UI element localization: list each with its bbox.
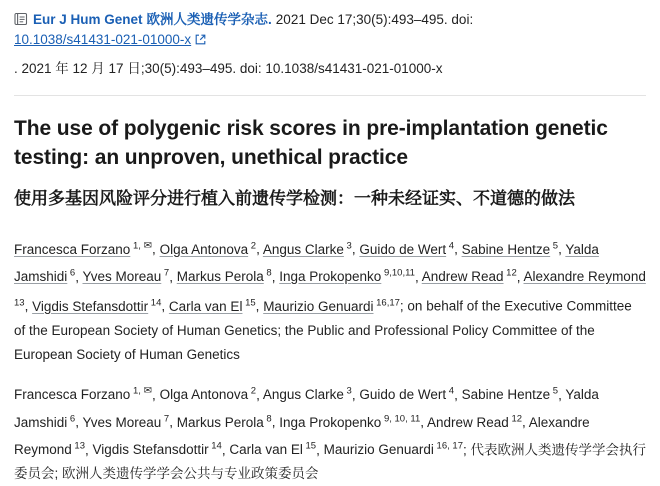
author-entry[interactable] <box>263 242 352 257</box>
author-separator: , <box>169 269 177 284</box>
author-separator: , <box>415 269 422 284</box>
author-affiliation-sup: 14 <box>209 441 222 452</box>
author-affiliation-sup: 5 <box>550 240 558 251</box>
journal-name-en[interactable]: Eur J Hum Genet <box>33 10 143 30</box>
author-entry <box>93 442 222 457</box>
author-name[interactable]: Alexandre Reymond <box>524 269 646 284</box>
author-entry[interactable] <box>160 242 257 257</box>
author-affiliation-sup: 8 <box>264 268 272 279</box>
author-name[interactable]: Sabine Hentze <box>462 242 551 257</box>
author-name: Andrew Read <box>427 415 509 430</box>
author-affiliation-sup: 2 <box>248 240 256 251</box>
author-name: Francesca Forzano <box>14 387 130 402</box>
author-separator: , <box>256 387 263 402</box>
author-list-linked <box>14 234 646 367</box>
author-name[interactable]: Yves Moreau <box>82 269 161 284</box>
author-affiliation-sup: 1, <box>130 386 141 397</box>
author-entry[interactable] <box>422 269 517 284</box>
author-entry <box>160 387 257 402</box>
author-entry <box>324 442 463 457</box>
author-affiliation-sup: 7 <box>161 413 169 424</box>
corresponding-author-mail-icon[interactable]: ✉ <box>141 240 152 251</box>
author-list-plain <box>14 380 646 486</box>
author-entry <box>177 415 272 430</box>
author-separator: , <box>152 387 160 402</box>
author-affiliation-sup: 4 <box>446 240 454 251</box>
journal-citation-text: 2021 Dec 17;30(5):493–495. doi: <box>276 10 473 30</box>
author-entry <box>427 415 522 430</box>
author-separator: , <box>85 442 93 457</box>
author-separator: , <box>272 269 280 284</box>
author-name: Markus Perola <box>177 415 264 430</box>
article-title-en: The use of polygenic risk scores in pre-implantation genetic testing: an unproven, unethical practice <box>14 114 646 172</box>
author-affiliation-sup: 12 <box>504 268 517 279</box>
author-name[interactable]: Guido de Wert <box>359 242 446 257</box>
author-name[interactable]: Vigdis Stefansdottir <box>32 299 148 314</box>
author-affiliation-sup: 8 <box>264 413 272 424</box>
author-separator: , <box>272 415 280 430</box>
author-group-note: ; on behalf of the Executive Committee of the European Society of Human Genetics; the Public and Professional Policy Committee of the European Society of Human Genetics <box>14 299 632 362</box>
author-separator: , <box>256 242 263 257</box>
author-group-note: ; 代表欧洲人类遗传学学会执行委员会; 欧洲人类遗传学学会公共与专业政策委员会 <box>14 442 646 481</box>
author-entry[interactable] <box>32 299 161 314</box>
external-link-icon[interactable] <box>195 31 206 42</box>
author-entry[interactable] <box>462 242 559 257</box>
author-affiliation-sup: 13 <box>14 297 25 308</box>
author-name: Maurizio Genuardi <box>324 442 434 457</box>
author-affiliation-sup: 3 <box>344 386 352 397</box>
author-entry <box>229 442 316 457</box>
author-affiliation-sup: 1, <box>130 240 141 251</box>
author-separator: , <box>558 387 565 402</box>
author-separator: , <box>517 269 524 284</box>
author-entry[interactable] <box>14 242 152 257</box>
article-title-cn: 使用多基因风险评分进行植入前遗传学检测：一种未经证实、不道德的做法 <box>14 186 646 212</box>
author-name[interactable]: Maurizio Genuardi <box>263 299 373 314</box>
author-name[interactable]: Francesca Forzano <box>14 242 130 257</box>
corresponding-author-mail-icon: ✉ <box>141 386 152 397</box>
author-name: Vigdis Stefansdottir <box>93 442 209 457</box>
author-separator: , <box>522 415 529 430</box>
author-entry[interactable] <box>169 299 256 314</box>
author-affiliation-sup: 16,17 <box>374 297 400 308</box>
author-separator: , <box>152 242 160 257</box>
author-name: Yalda Jamshidi <box>14 387 599 430</box>
author-name: Inga Prokopenko <box>279 415 381 430</box>
author-entry <box>263 387 352 402</box>
author-separator: , <box>352 387 360 402</box>
author-affiliation-sup: 2 <box>248 386 256 397</box>
author-affiliation-sup: 13 <box>72 441 85 452</box>
author-separator: , <box>75 415 82 430</box>
author-entry[interactable] <box>359 242 454 257</box>
author-name: Guido de Wert <box>359 387 446 402</box>
author-separator: , <box>454 387 462 402</box>
author-entry[interactable] <box>82 269 169 284</box>
author-entry <box>82 415 169 430</box>
journal-citation-line-cn: . 2021 年 12 月 17 日;30(5):493–495. doi: 10.1038/s41431-021-01000-x <box>14 59 646 79</box>
author-separator: , <box>256 299 264 314</box>
author-separator: , <box>222 442 230 457</box>
author-name: Sabine Hentze <box>462 387 551 402</box>
author-name: Olga Antonova <box>160 387 249 402</box>
author-name[interactable]: Andrew Read <box>422 269 504 284</box>
author-separator: , <box>352 242 360 257</box>
author-affiliation-sup: 4 <box>446 386 454 397</box>
author-affiliation-sup: 9,10,11 <box>381 268 415 279</box>
author-entry[interactable] <box>263 299 400 314</box>
author-name: Yves Moreau <box>82 415 161 430</box>
journal-name-cn[interactable]: 欧洲人类遗传学杂志. <box>147 10 272 30</box>
author-affiliation-sup: 16, 17 <box>434 441 463 452</box>
author-name[interactable]: Carla van El <box>169 299 243 314</box>
author-separator: , <box>161 299 169 314</box>
author-affiliation-sup: 6 <box>67 268 75 279</box>
author-affiliation-sup: 14 <box>148 297 161 308</box>
author-affiliation-sup: 7 <box>161 268 169 279</box>
author-entry[interactable] <box>177 269 272 284</box>
author-separator: , <box>558 242 565 257</box>
author-separator: , <box>420 415 427 430</box>
author-name: Carla van El <box>229 442 303 457</box>
journal-citation-line <box>14 10 646 50</box>
author-entry <box>359 387 454 402</box>
author-name[interactable]: Markus Perola <box>177 269 264 284</box>
author-affiliation-sup: 3 <box>344 240 352 251</box>
author-name[interactable]: Inga Prokopenko <box>279 269 381 284</box>
author-affiliation-sup: 15 <box>242 297 255 308</box>
author-entry <box>14 387 152 402</box>
author-affiliation-sup: 6 <box>67 413 75 424</box>
author-affiliation-sup: 15 <box>303 441 316 452</box>
author-name[interactable]: Olga Antonova <box>160 242 249 257</box>
header-divider <box>14 95 646 96</box>
author-separator: , <box>75 269 82 284</box>
author-entry[interactable] <box>279 269 415 284</box>
author-name[interactable]: Yalda Jamshidi <box>14 242 599 285</box>
author-affiliation-sup: 12 <box>509 413 522 424</box>
author-entry <box>462 387 559 402</box>
author-name: Alexandre Reymond <box>14 415 590 458</box>
journal-icon <box>14 12 28 26</box>
author-name: Angus Clarke <box>263 387 344 402</box>
author-separator: , <box>169 415 177 430</box>
author-name[interactable]: Angus Clarke <box>263 242 344 257</box>
doi-link[interactable]: 10.1038/s41431-021-01000-x <box>14 30 191 50</box>
author-separator: , <box>25 299 33 314</box>
author-entry <box>279 415 420 430</box>
author-separator: , <box>316 442 324 457</box>
author-affiliation-sup: 5 <box>550 386 558 397</box>
author-affiliation-sup: 9, 10, 11 <box>381 413 420 424</box>
author-separator: , <box>454 242 462 257</box>
